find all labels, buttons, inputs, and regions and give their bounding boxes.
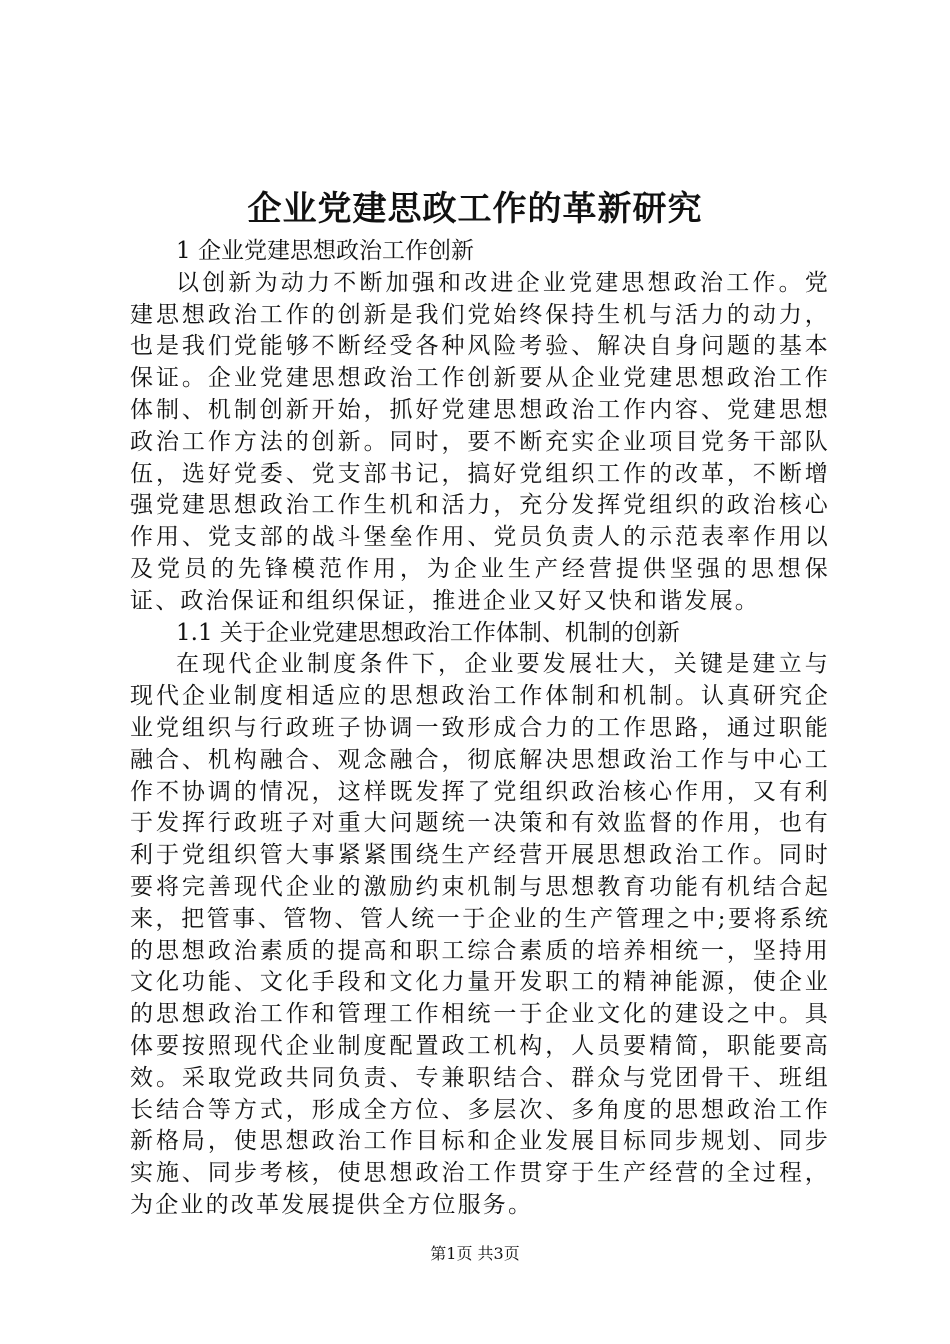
- document-body: [130, 236, 830, 1222]
- body-paragraph: 以创新为动力不断加强和改进企业党建思想政治工作。党建思想政治工作的创新是我们党始终保持生机与活力的动力，也是我们党能够不断经受各种风险考验、解决自身问题的基本保证。企业党建思想政治工作创新要从企业党建思想政治工作体制、机制创新开始，抓好党建思想政治工作内容、党建思想政治工作方法的创新。同时，要不断充实企业项目党务干部队伍，选好党委、党支部书记，搞好党组织工作的改革，不断增强党建思想政治工作生机和活力，充分发挥党组织的政治核心作用、党支部的战斗堡垒作用、党员负责人的示范表率作用以及党员的先锋模范作用，为企业生产经营提供坚强的思想保证、政治保证和组织保证，推进企业又好又快和谐发展。: [130, 269, 830, 614]
- subsection-heading: 1.1 关于企业党建思想政治工作体制、机制的创新: [176, 619, 680, 646]
- section-heading: 1 企业党建思想政治工作创新: [176, 238, 474, 264]
- document-title: 企业党建思政工作的革新研究: [247, 189, 703, 229]
- body-paragraph: 在现代企业制度条件下，企业要发展壮大，关键是建立与现代企业制度相适应的思想政治工作体制和机制。认真研究企业党组织与行政班子协调一致形成合力的工作思路，通过职能融合、机构融合、观念融合，彻底解决思想政治工作与中心工作不协调的情况，这样既发挥了党组织政治核心作用，又有利于发挥行政班子对重大问题统一决策和有效监督的作用，也有利于党组织管大事紧紧围绕生产经营开展思想政治工作。同时要将完善现代企业的激励约束机制与思想教育功能有机结合起来，把管事、管物、管人统一于企业的生产管理之中;要将系统的思想政治素质的提高和职工综合素质的培养相统一，坚持用文化功能、文化手段和文化力量开发职工的精神能源，使企业的思想政治工作和管理工作相统一于企业文化的建设之中。具体要按照现代企业制度配置政工机构，人员要精简，职能要高效。采取党政共同负责、专兼职结合、群众与党团骨干、班组长结合等方式，形成全方位、多层次、多角度的思想政治工作新格局，使思想政治工作目标和企业发展目标同步规划、同步实施、同步考核，使思想政治工作贯穿于生产经营的全过程，为企业的改革发展提供全方位服务。: [130, 651, 830, 1218]
- page-footer: 第1页 共3页: [430, 1244, 520, 1263]
